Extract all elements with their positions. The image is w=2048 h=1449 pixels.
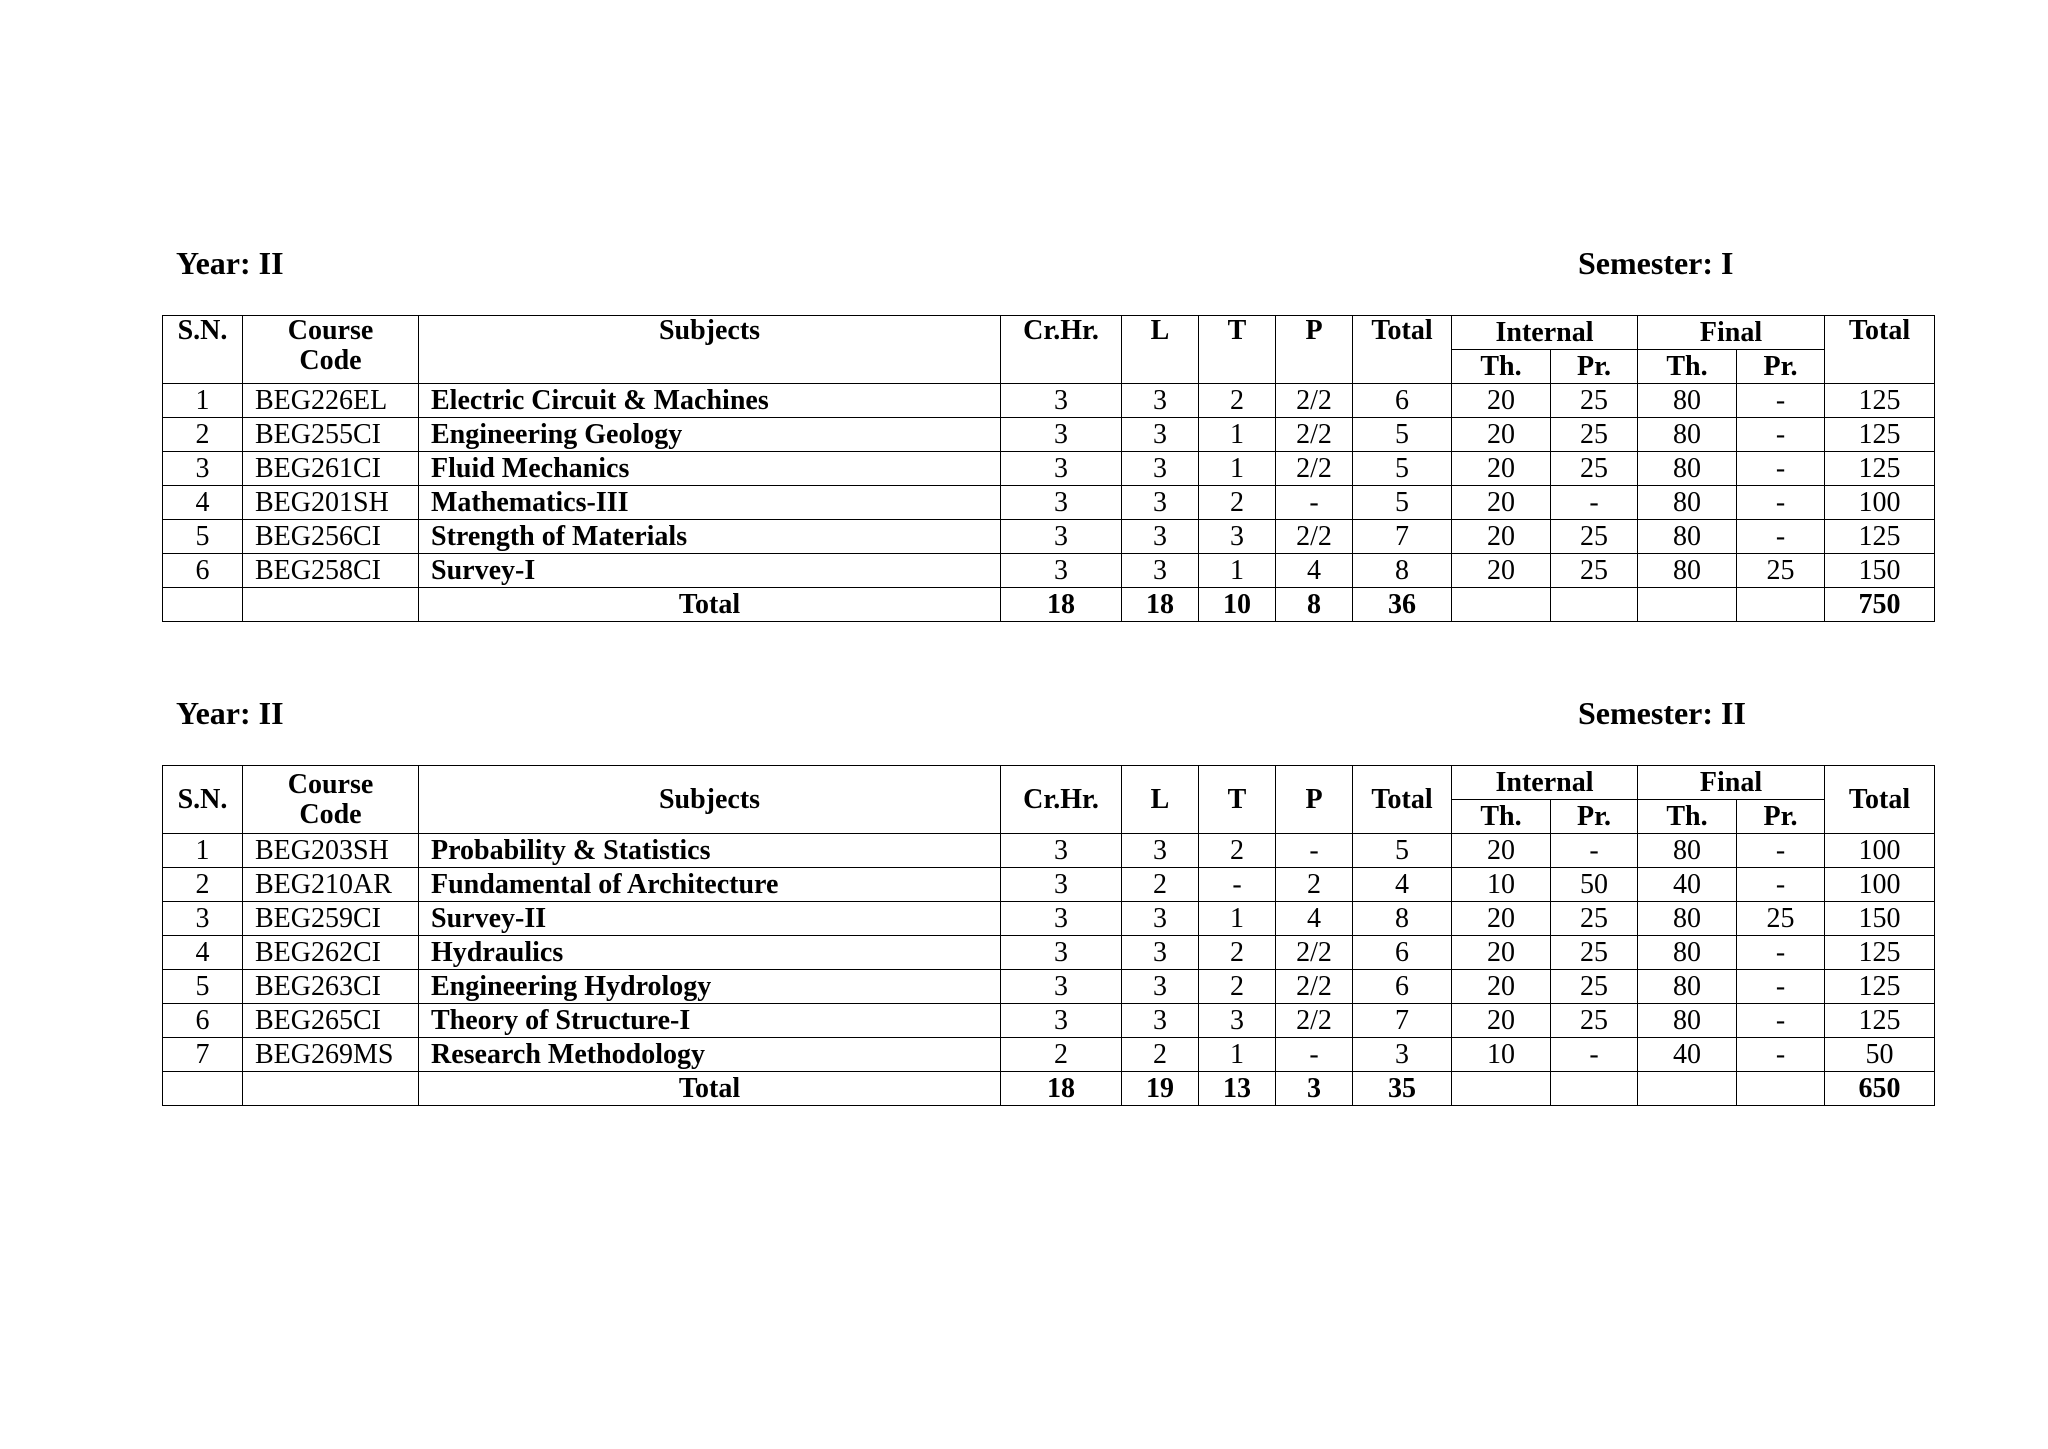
cell-cr: 3	[1001, 418, 1122, 452]
col-final-pr: Pr.	[1737, 350, 1825, 384]
col-course-code-line1: Course	[287, 315, 374, 346]
cell-cr: 2	[1001, 1038, 1122, 1072]
table-row	[163, 970, 1935, 1004]
table-row	[163, 834, 1935, 868]
cell-sn: 6	[163, 1004, 243, 1038]
cell-int-th: 20	[1452, 1004, 1551, 1038]
cell-p: 2/2	[1276, 520, 1353, 554]
table-row	[163, 418, 1935, 452]
cell-total: 5	[1353, 418, 1452, 452]
cell-subject: Mathematics-III	[419, 486, 1001, 520]
cell-cr: 3	[1001, 936, 1122, 970]
cell-cr: 3	[1001, 520, 1122, 554]
cell-int-pr: 25	[1551, 936, 1638, 970]
cell-total-int-pr-empty	[1551, 588, 1638, 622]
col-total: Total	[1353, 766, 1452, 834]
table-header-row	[163, 316, 1935, 350]
cell-total: 5	[1353, 834, 1452, 868]
col-course-code-line2: Code	[299, 798, 362, 830]
cell-p: 2	[1276, 868, 1353, 902]
cell-p: -	[1276, 486, 1353, 520]
cell-l: 3	[1122, 554, 1199, 588]
table-row	[163, 486, 1935, 520]
cell-int-pr: 50	[1551, 868, 1638, 902]
cell-t: 3	[1199, 1004, 1276, 1038]
cell-subject: Fluid Mechanics	[419, 452, 1001, 486]
cell-total: 4	[1353, 868, 1452, 902]
col-total: Total	[1353, 316, 1452, 384]
cell-cr: 3	[1001, 486, 1122, 520]
cell-grand: 125	[1825, 520, 1935, 554]
cell-p: 2/2	[1276, 970, 1353, 1004]
cell-total-cr: 18	[1001, 588, 1122, 622]
cell-l: 3	[1122, 970, 1199, 1004]
table-row	[163, 520, 1935, 554]
cell-cr: 3	[1001, 902, 1122, 936]
cell-total-grand: 650	[1825, 1072, 1935, 1106]
cell-t: 2	[1199, 834, 1276, 868]
cell-code: BEG255CI	[243, 418, 419, 452]
cell-p: 2/2	[1276, 936, 1353, 970]
cell-sn: 1	[163, 834, 243, 868]
cell-sn-empty	[163, 1072, 243, 1106]
cell-code: BEG256CI	[243, 520, 419, 554]
cell-l: 2	[1122, 868, 1199, 902]
table-row	[163, 936, 1935, 970]
cell-subject: Engineering Hydrology	[419, 970, 1001, 1004]
cell-total: 8	[1353, 902, 1452, 936]
cell-total-fin-th-empty	[1638, 1072, 1737, 1106]
cell-t: 3	[1199, 520, 1276, 554]
cell-int-th: 10	[1452, 868, 1551, 902]
cell-int-th: 20	[1452, 936, 1551, 970]
year-label: Year: II	[176, 245, 284, 281]
cell-total-t: 13	[1199, 1072, 1276, 1106]
table-row	[163, 868, 1935, 902]
cell-int-pr: -	[1551, 834, 1638, 868]
cell-cr: 3	[1001, 868, 1122, 902]
cell-sn: 6	[163, 554, 243, 588]
cell-fin-pr: -	[1737, 970, 1825, 1004]
cell-subject: Research Methodology	[419, 1038, 1001, 1072]
cell-l: 3	[1122, 418, 1199, 452]
cell-total-label: Total	[419, 1072, 1001, 1106]
cell-t: -	[1199, 868, 1276, 902]
col-subjects: Subjects	[419, 316, 1001, 384]
col-sn: S.N.	[163, 766, 243, 834]
cell-cr: 3	[1001, 834, 1122, 868]
col-final-pr: Pr.	[1737, 800, 1825, 834]
cell-int-th: 20	[1452, 970, 1551, 1004]
cell-t: 1	[1199, 452, 1276, 486]
cell-total-cr: 18	[1001, 1072, 1122, 1106]
col-p: P	[1276, 766, 1353, 834]
cell-grand: 100	[1825, 486, 1935, 520]
table-row	[163, 1038, 1935, 1072]
cell-total: 7	[1353, 1004, 1452, 1038]
cell-t: 1	[1199, 1038, 1276, 1072]
col-course-code	[243, 766, 419, 834]
cell-int-th: 20	[1452, 902, 1551, 936]
cell-subject: Electric Circuit & Machines	[419, 384, 1001, 418]
cell-sn: 5	[163, 970, 243, 1004]
cell-p: 4	[1276, 554, 1353, 588]
cell-subject: Probability & Statistics	[419, 834, 1001, 868]
year-label: Year: II	[176, 695, 284, 731]
cell-fin-pr: -	[1737, 384, 1825, 418]
cell-grand: 100	[1825, 868, 1935, 902]
col-internal-th: Th.	[1452, 350, 1551, 384]
col-l: L	[1122, 766, 1199, 834]
cell-total-total: 36	[1353, 588, 1452, 622]
cell-fin-th: 80	[1638, 936, 1737, 970]
col-internal-pr: Pr.	[1551, 800, 1638, 834]
cell-p: 2/2	[1276, 452, 1353, 486]
cell-int-pr: 25	[1551, 520, 1638, 554]
cell-t: 1	[1199, 554, 1276, 588]
cell-sn: 7	[163, 1038, 243, 1072]
cell-sn: 5	[163, 520, 243, 554]
cell-code: BEG210AR	[243, 868, 419, 902]
cell-grand: 150	[1825, 902, 1935, 936]
cell-int-th: 20	[1452, 486, 1551, 520]
cell-total: 6	[1353, 384, 1452, 418]
cell-total-l: 18	[1122, 588, 1199, 622]
semester-2-course-table	[162, 765, 1935, 1106]
table-total-row	[163, 588, 1935, 622]
cell-sn: 2	[163, 868, 243, 902]
cell-int-th: 20	[1452, 520, 1551, 554]
cell-l: 3	[1122, 520, 1199, 554]
cell-fin-pr: -	[1737, 1038, 1825, 1072]
cell-int-th: 20	[1452, 418, 1551, 452]
cell-subject: Strength of Materials	[419, 520, 1001, 554]
semester-label: Semester: II	[1578, 695, 1746, 731]
cell-l: 3	[1122, 452, 1199, 486]
cell-cr: 3	[1001, 970, 1122, 1004]
cell-p: 2/2	[1276, 1004, 1353, 1038]
cell-fin-pr: -	[1737, 520, 1825, 554]
cell-total: 6	[1353, 970, 1452, 1004]
cell-fin-pr: -	[1737, 452, 1825, 486]
cell-sn: 2	[163, 418, 243, 452]
cell-fin-pr: -	[1737, 834, 1825, 868]
cell-total-fin-th-empty	[1638, 588, 1737, 622]
cell-grand: 100	[1825, 834, 1935, 868]
cell-int-pr: 25	[1551, 384, 1638, 418]
cell-l: 3	[1122, 486, 1199, 520]
col-internal-pr: Pr.	[1551, 350, 1638, 384]
cell-code: BEG265CI	[243, 1004, 419, 1038]
cell-fin-th: 80	[1638, 970, 1737, 1004]
cell-t: 2	[1199, 936, 1276, 970]
cell-fin-pr: -	[1737, 1004, 1825, 1038]
col-subjects: Subjects	[419, 766, 1001, 834]
cell-total-label: Total	[419, 588, 1001, 622]
cell-code-empty	[243, 588, 419, 622]
col-cr-hr: Cr.Hr.	[1001, 316, 1122, 384]
semester-label: Semester: I	[1578, 245, 1734, 281]
cell-int-pr: 25	[1551, 554, 1638, 588]
cell-grand: 125	[1825, 384, 1935, 418]
col-grand-total: Total	[1825, 316, 1935, 384]
cell-code: BEG259CI	[243, 902, 419, 936]
cell-total-l: 19	[1122, 1072, 1199, 1106]
cell-l: 2	[1122, 1038, 1199, 1072]
cell-int-pr: -	[1551, 486, 1638, 520]
cell-total-p: 3	[1276, 1072, 1353, 1106]
col-final: Final	[1638, 316, 1825, 350]
cell-grand: 125	[1825, 1004, 1935, 1038]
table-row	[163, 1004, 1935, 1038]
cell-grand: 125	[1825, 970, 1935, 1004]
cell-total-fin-pr-empty	[1737, 1072, 1825, 1106]
col-internal: Internal	[1452, 316, 1638, 350]
cell-fin-pr: -	[1737, 868, 1825, 902]
cell-grand: 125	[1825, 418, 1935, 452]
cell-fin-th: 80	[1638, 834, 1737, 868]
cell-subject: Survey-I	[419, 554, 1001, 588]
table-header-row	[163, 766, 1935, 800]
cell-fin-pr: -	[1737, 418, 1825, 452]
cell-int-pr: 25	[1551, 970, 1638, 1004]
col-final: Final	[1638, 766, 1825, 800]
cell-fin-pr: -	[1737, 486, 1825, 520]
cell-p: 4	[1276, 902, 1353, 936]
cell-t: 1	[1199, 418, 1276, 452]
cell-total-int-th-empty	[1452, 1072, 1551, 1106]
col-course-code-line1: Course	[287, 768, 374, 800]
cell-sn-empty	[163, 588, 243, 622]
cell-cr: 3	[1001, 452, 1122, 486]
cell-fin-pr: -	[1737, 936, 1825, 970]
cell-fin-th: 80	[1638, 486, 1737, 520]
cell-total: 5	[1353, 452, 1452, 486]
cell-subject: Engineering Geology	[419, 418, 1001, 452]
cell-code: BEG201SH	[243, 486, 419, 520]
cell-sn: 4	[163, 936, 243, 970]
col-l: L	[1122, 316, 1199, 384]
cell-fin-pr: 25	[1737, 554, 1825, 588]
cell-int-th: 20	[1452, 554, 1551, 588]
cell-grand: 125	[1825, 936, 1935, 970]
cell-cr: 3	[1001, 554, 1122, 588]
col-internal: Internal	[1452, 766, 1638, 800]
cell-p: 2/2	[1276, 418, 1353, 452]
cell-total-fin-pr-empty	[1737, 588, 1825, 622]
col-grand-total: Total	[1825, 766, 1935, 834]
cell-grand: 125	[1825, 452, 1935, 486]
cell-fin-th: 40	[1638, 868, 1737, 902]
cell-subject: Survey-II	[419, 902, 1001, 936]
semester-1-course-table	[162, 315, 1935, 622]
table-row	[163, 452, 1935, 486]
cell-sn: 4	[163, 486, 243, 520]
col-t: T	[1199, 316, 1276, 384]
cell-int-pr: -	[1551, 1038, 1638, 1072]
cell-total: 6	[1353, 936, 1452, 970]
cell-total-total: 35	[1353, 1072, 1452, 1106]
cell-p: -	[1276, 834, 1353, 868]
cell-fin-th: 80	[1638, 554, 1737, 588]
col-t: T	[1199, 766, 1276, 834]
table-row	[163, 384, 1935, 418]
cell-p: 2/2	[1276, 384, 1353, 418]
cell-fin-th: 80	[1638, 1004, 1737, 1038]
cell-t: 2	[1199, 486, 1276, 520]
cell-code: BEG262CI	[243, 936, 419, 970]
cell-grand: 50	[1825, 1038, 1935, 1072]
table-row	[163, 554, 1935, 588]
cell-code: BEG263CI	[243, 970, 419, 1004]
cell-l: 3	[1122, 834, 1199, 868]
table-row	[163, 902, 1935, 936]
cell-fin-th: 80	[1638, 520, 1737, 554]
cell-l: 3	[1122, 902, 1199, 936]
cell-sn: 3	[163, 452, 243, 486]
cell-code: BEG226EL	[243, 384, 419, 418]
cell-t: 2	[1199, 384, 1276, 418]
cell-total: 3	[1353, 1038, 1452, 1072]
cell-subject: Fundamental of Architecture	[419, 868, 1001, 902]
cell-fin-th: 80	[1638, 384, 1737, 418]
col-p: P	[1276, 316, 1353, 384]
col-final-th: Th.	[1638, 350, 1737, 384]
cell-t: 1	[1199, 902, 1276, 936]
cell-fin-th: 80	[1638, 452, 1737, 486]
cell-total-t: 10	[1199, 588, 1276, 622]
cell-sn: 1	[163, 384, 243, 418]
cell-code: BEG203SH	[243, 834, 419, 868]
cell-int-pr: 25	[1551, 1004, 1638, 1038]
cell-int-pr: 25	[1551, 902, 1638, 936]
col-course-code	[243, 316, 419, 384]
cell-int-th: 20	[1452, 452, 1551, 486]
cell-subject: Theory of Structure-I	[419, 1004, 1001, 1038]
cell-l: 3	[1122, 1004, 1199, 1038]
col-cr-hr: Cr.Hr.	[1001, 766, 1122, 834]
cell-total-p: 8	[1276, 588, 1353, 622]
cell-int-th: 10	[1452, 1038, 1551, 1072]
cell-total-int-th-empty	[1452, 588, 1551, 622]
cell-cr: 3	[1001, 384, 1122, 418]
cell-l: 3	[1122, 936, 1199, 970]
table-total-row	[163, 1072, 1935, 1106]
cell-subject: Hydraulics	[419, 936, 1001, 970]
col-internal-th: Th.	[1452, 800, 1551, 834]
cell-total-int-pr-empty	[1551, 1072, 1638, 1106]
cell-p: -	[1276, 1038, 1353, 1072]
cell-fin-th: 40	[1638, 1038, 1737, 1072]
cell-total-grand: 750	[1825, 588, 1935, 622]
cell-code: BEG269MS	[243, 1038, 419, 1072]
semester-2-heading	[176, 695, 1748, 735]
col-final-th: Th.	[1638, 800, 1737, 834]
cell-fin-th: 80	[1638, 902, 1737, 936]
col-sn: S.N.	[163, 316, 243, 384]
cell-total: 8	[1353, 554, 1452, 588]
cell-int-th: 20	[1452, 834, 1551, 868]
cell-code: BEG261CI	[243, 452, 419, 486]
col-course-code-line2: Code	[299, 345, 362, 376]
cell-l: 3	[1122, 384, 1199, 418]
cell-code: BEG258CI	[243, 554, 419, 588]
cell-total: 5	[1353, 486, 1452, 520]
cell-cr: 3	[1001, 1004, 1122, 1038]
cell-t: 2	[1199, 970, 1276, 1004]
cell-fin-th: 80	[1638, 418, 1737, 452]
cell-code-empty	[243, 1072, 419, 1106]
cell-int-th: 20	[1452, 384, 1551, 418]
semester-1-heading	[176, 245, 1748, 285]
cell-fin-pr: 25	[1737, 902, 1825, 936]
cell-sn: 3	[163, 902, 243, 936]
cell-grand: 150	[1825, 554, 1935, 588]
cell-total: 7	[1353, 520, 1452, 554]
cell-int-pr: 25	[1551, 452, 1638, 486]
cell-int-pr: 25	[1551, 418, 1638, 452]
